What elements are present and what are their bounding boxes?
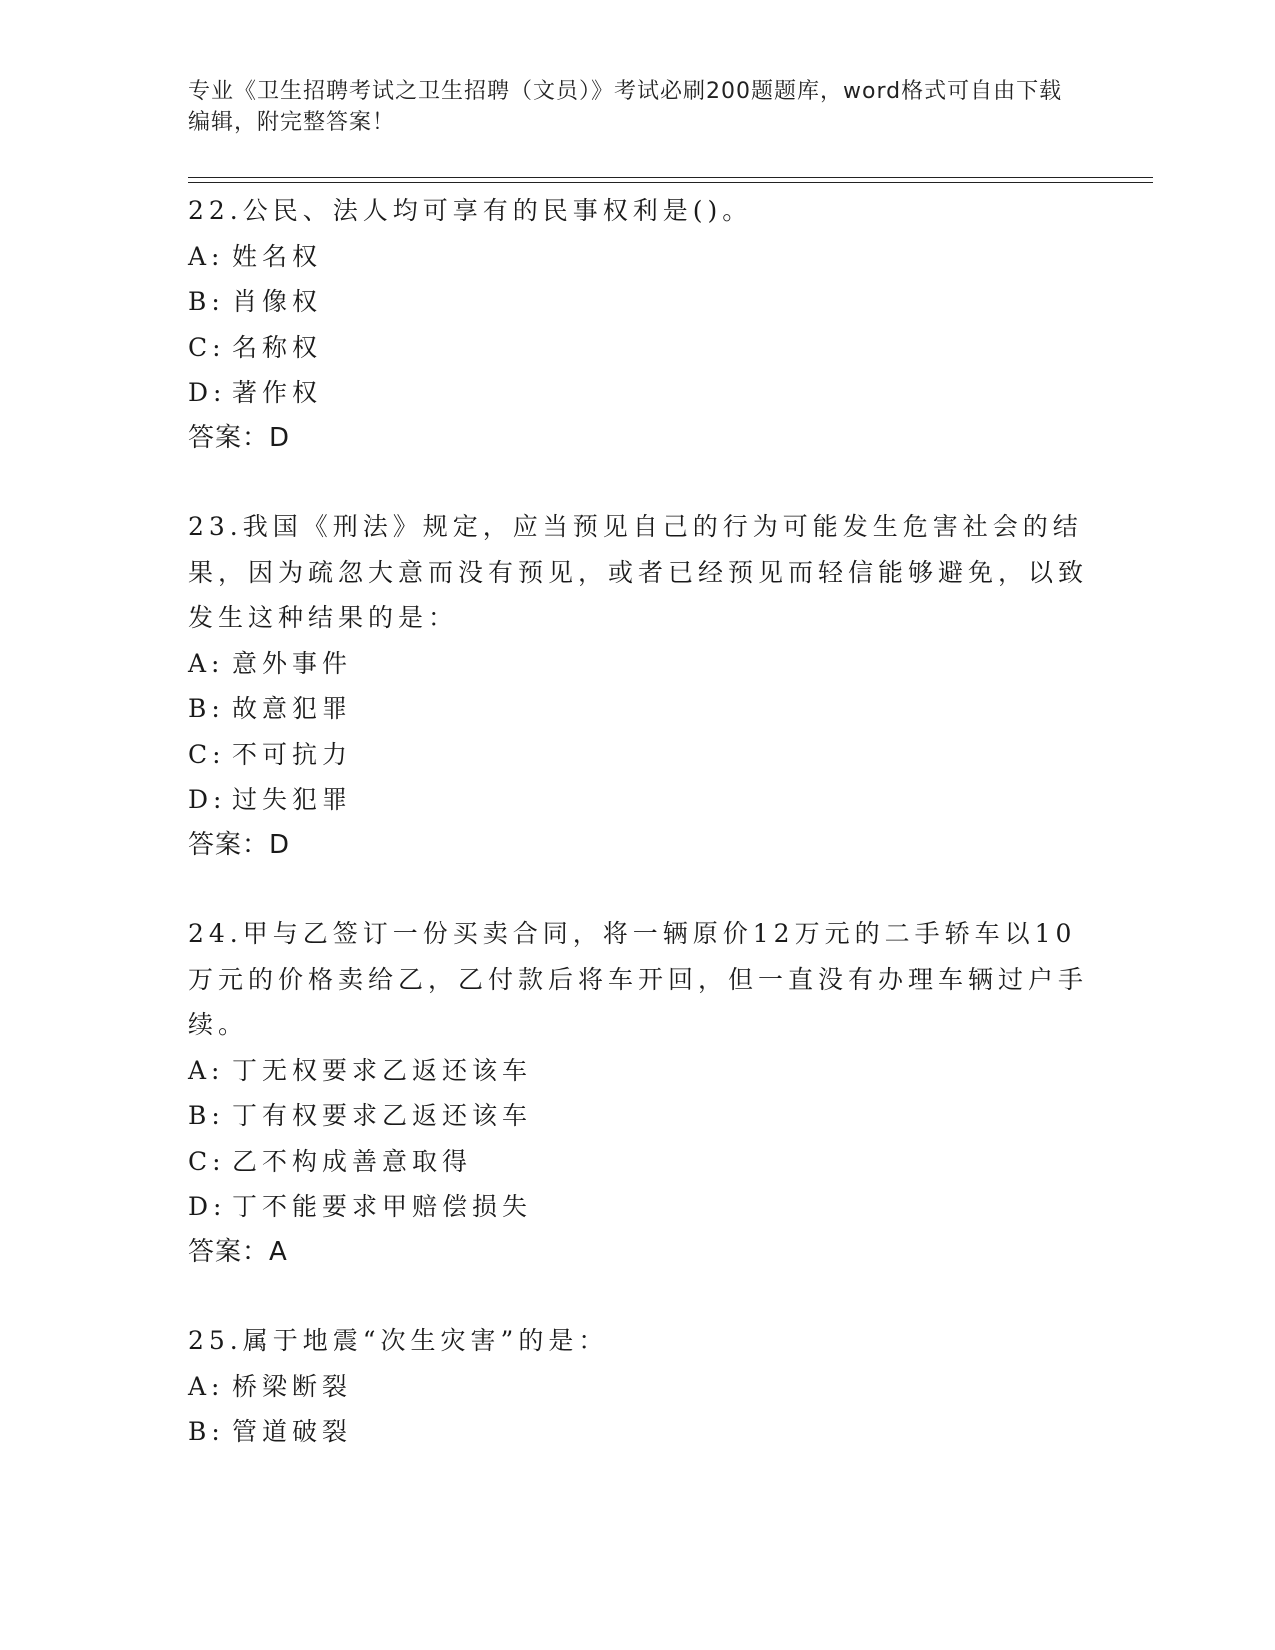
option-letter: C: [188,1146,226,1176]
question-23 [188,504,1088,868]
option-text: 丁无权要求乙返还该车 [232,1055,533,1085]
option-text: 不可抗力 [232,739,353,769]
option-a [188,1364,1088,1410]
option-letter: B: [188,1101,225,1130]
answer-line: 答案：D [188,422,291,453]
option-d [188,777,1088,823]
option-text: 丁有权要求乙返还该车 [232,1101,533,1130]
option-text: 丁不能要求甲赔偿损失 [232,1192,533,1221]
option-c [188,325,1088,371]
option-letter: B: [188,287,225,316]
answer-line: 答案：A [188,1236,288,1267]
option-text: 著作权 [232,378,323,407]
option-text: 姓名权 [232,241,323,271]
question-text: 25.属于地震“次生灾害”的是： [188,1326,609,1355]
option-letter: C: [188,332,226,362]
option-letter: A: [188,241,225,271]
option-b [188,279,1088,325]
option-text: 名称权 [232,332,323,362]
option-c [188,1139,1088,1185]
option-text: 肖像权 [232,287,323,316]
option-letter: C: [188,739,226,769]
option-b [188,1093,1088,1139]
option-letter: A: [188,648,225,678]
question-list [188,188,1088,1498]
option-c [188,732,1088,778]
option-text: 管道破裂 [232,1417,353,1446]
option-a [188,641,1088,687]
header-rule-top [188,177,1153,178]
option-letter: D: [188,1192,227,1221]
option-a [188,234,1088,280]
question-text: 22.公民、法人均可享有的民事权利是()。 [188,196,753,225]
option-letter: A: [188,1055,225,1085]
option-d [188,1184,1088,1230]
option-letter: D: [188,378,227,407]
question-text: 24.甲与乙签订一份买卖合同，将一辆原价12万元的二手轿车以10万元的价格卖给乙，乙付款后将车开回，但一直没有办理车辆过户手续。 [188,919,1089,1039]
option-b [188,1409,1088,1455]
question-text: 23.我国《刑法》规定，应当预见自己的行为可能发生危害社会的结果，因为疏忽大意而没有预见，或者已经预见而轻信能够避免，以致发生这种结果的是： [188,512,1089,632]
header-rule-bottom [188,182,1153,183]
option-letter: B: [188,694,225,723]
option-text: 乙不构成善意取得 [232,1146,473,1176]
question-25 [188,1318,1088,1455]
question-22 [188,188,1088,461]
option-letter: D: [188,785,227,814]
option-a [188,1048,1088,1094]
option-d [188,370,1088,416]
document-header: 专业《卫生招聘考试之卫生招聘（文员）》考试必刷200题题库，word格式可自由下载编辑，附完整答案！ [188,79,1063,135]
option-letter: B: [188,1417,225,1446]
answer-line: 答案：D [188,829,291,860]
option-text: 桥梁断裂 [232,1371,353,1401]
option-b [188,686,1088,732]
option-text: 故意犯罪 [232,694,353,723]
question-24 [188,911,1088,1275]
option-letter: A: [188,1371,225,1401]
option-text: 意外事件 [232,648,353,678]
option-text: 过失犯罪 [232,785,353,814]
